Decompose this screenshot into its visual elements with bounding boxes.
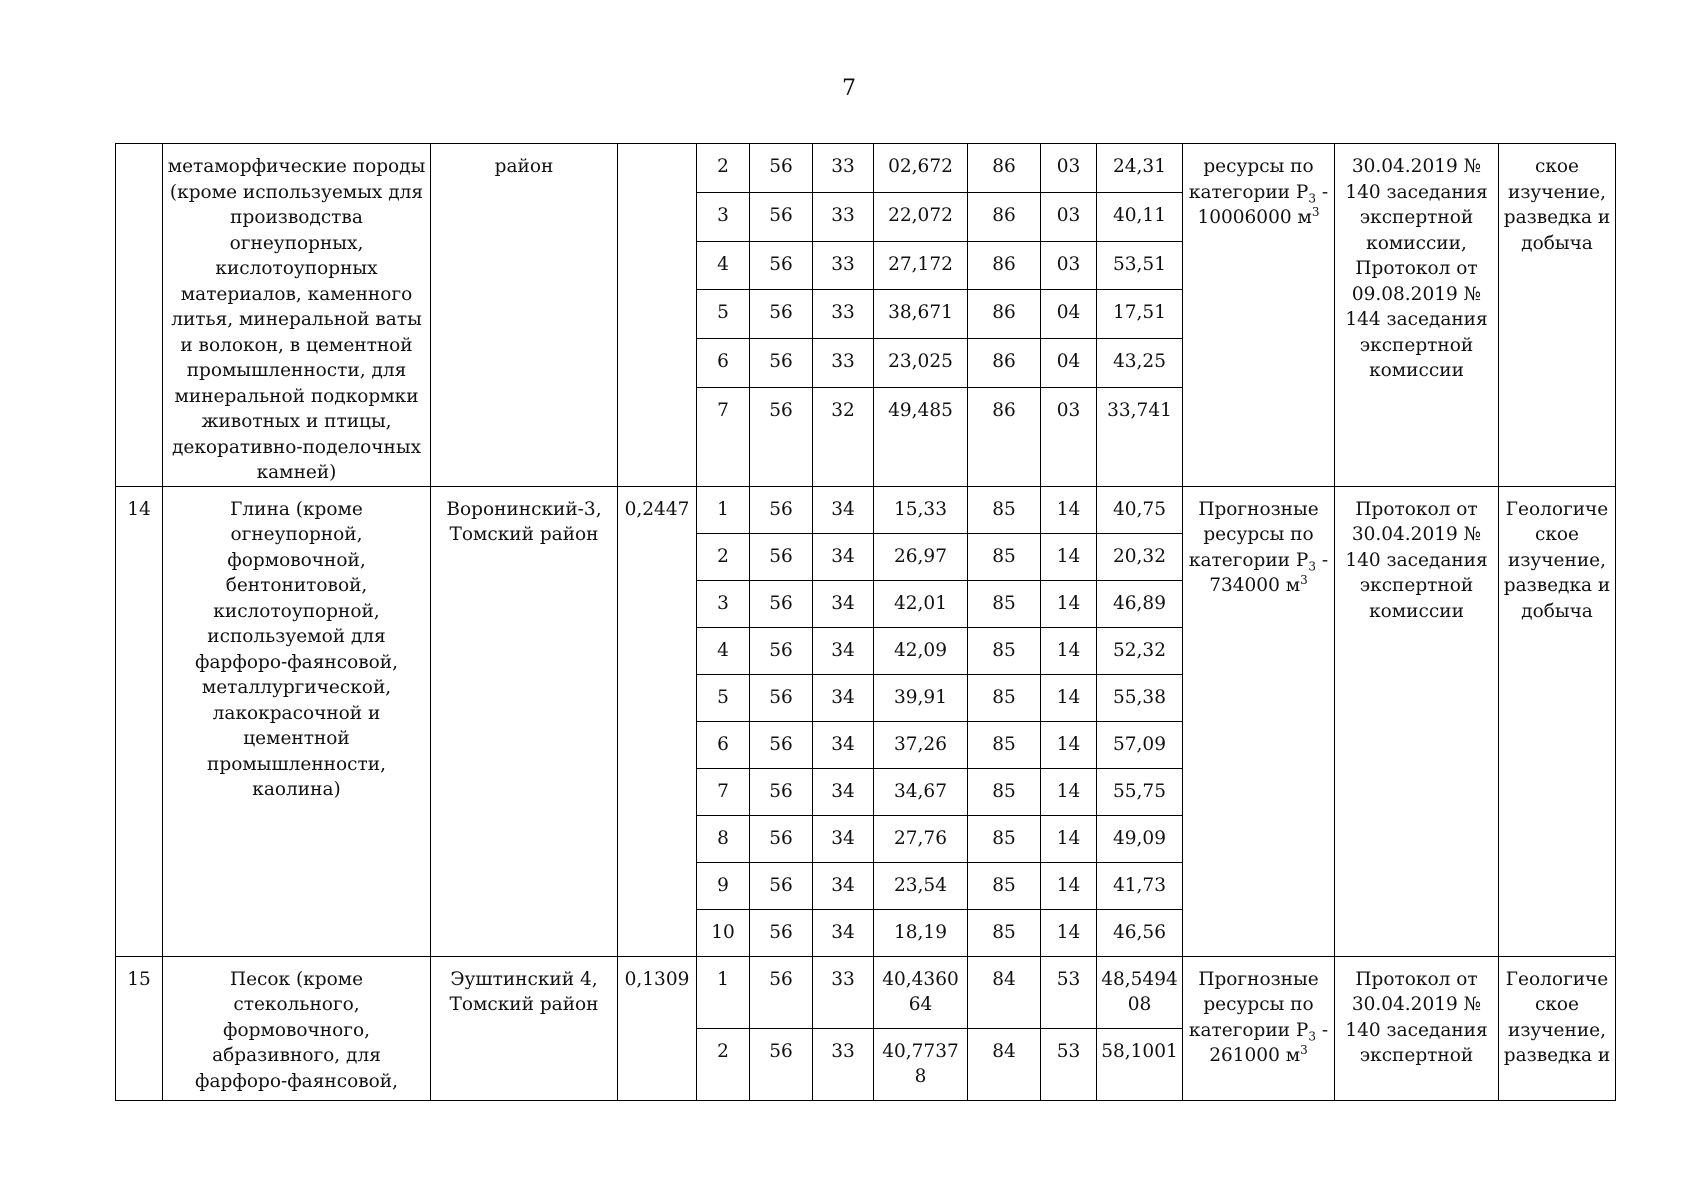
latitude-minutes-cell: 34 xyxy=(813,815,874,862)
longitude-seconds-cell: 43,25 xyxy=(1097,339,1183,388)
longitude-seconds-cell: 55,38 xyxy=(1097,674,1183,721)
resources-text-sup: 3 xyxy=(1300,1042,1308,1057)
latitude-degrees-cell: 56 xyxy=(750,144,813,193)
longitude-seconds-cell: 20,32 xyxy=(1097,533,1183,580)
latitude-minutes-cell: 34 xyxy=(813,674,874,721)
longitude-degrees-cell: 86 xyxy=(968,144,1041,193)
deposits-table xyxy=(115,143,1616,1101)
resources-cell xyxy=(1183,144,1335,487)
latitude-seconds-cell: 39,91 xyxy=(874,674,968,721)
longitude-degrees-cell: 85 xyxy=(968,486,1041,533)
latitude-minutes-cell: 34 xyxy=(813,862,874,909)
page-number: 7 xyxy=(842,76,856,101)
longitude-degrees-cell: 85 xyxy=(968,627,1041,674)
latitude-seconds-cell: 49,485 xyxy=(874,387,968,486)
point-number-cell: 7 xyxy=(697,768,750,815)
area-cell: 0,1309 xyxy=(618,956,697,1100)
longitude-degrees-cell: 84 xyxy=(968,1028,1041,1100)
longitude-seconds-cell: 46,56 xyxy=(1097,909,1183,956)
longitude-seconds-cell: 46,89 xyxy=(1097,580,1183,627)
resources-text-post: - 734000 м xyxy=(1209,549,1329,596)
longitude-minutes-cell: 53 xyxy=(1041,1028,1097,1100)
latitude-minutes-cell: 34 xyxy=(813,909,874,956)
point-number-cell: 2 xyxy=(697,533,750,580)
latitude-seconds-cell: 27,172 xyxy=(874,241,968,290)
point-number-cell: 9 xyxy=(697,862,750,909)
latitude-minutes-cell: 34 xyxy=(813,627,874,674)
longitude-seconds-cell: 40,75 xyxy=(1097,486,1183,533)
latitude-degrees-cell: 56 xyxy=(750,768,813,815)
point-number-cell: 3 xyxy=(697,580,750,627)
purpose-cell: ское изучение, разведка и добыча xyxy=(1499,144,1616,487)
latitude-minutes-cell: 34 xyxy=(813,580,874,627)
resources-text-sub: 3 xyxy=(1308,191,1316,206)
longitude-degrees-cell: 85 xyxy=(968,721,1041,768)
latitude-degrees-cell: 56 xyxy=(750,241,813,290)
latitude-minutes-cell: 34 xyxy=(813,486,874,533)
point-number-cell: 2 xyxy=(697,144,750,193)
longitude-minutes-cell: 14 xyxy=(1041,627,1097,674)
purpose-cell: Геологиче ское изучение, разведка и добыча xyxy=(1499,486,1616,956)
point-number-cell: 8 xyxy=(697,815,750,862)
longitude-seconds-cell: 40,11 xyxy=(1097,192,1183,241)
longitude-minutes-cell: 14 xyxy=(1041,486,1097,533)
resources-text-post: - 261000 м xyxy=(1209,1019,1329,1066)
latitude-seconds-cell: 42,01 xyxy=(874,580,968,627)
latitude-degrees-cell: 56 xyxy=(750,721,813,768)
longitude-degrees-cell: 85 xyxy=(968,768,1041,815)
latitude-seconds-cell: 37,26 xyxy=(874,721,968,768)
mineral-name-cell: метаморфические породы (кроме используемых для производства огнеупорных, кислотоупорных материалов, каменного литья, минеральной ваты и волокон, в цементной промышленности, для минеральной подкормки животных и птицы, декоративно-поделочных камней) xyxy=(163,144,431,487)
latitude-minutes-cell: 33 xyxy=(813,1028,874,1100)
latitude-degrees-cell: 56 xyxy=(750,627,813,674)
latitude-seconds-cell: 02,672 xyxy=(874,144,968,193)
latitude-minutes-cell: 33 xyxy=(813,956,874,1028)
resources-text-pre: Прогнозные ресурсы по категории Р xyxy=(1188,968,1319,1041)
area-cell xyxy=(618,144,697,487)
location-cell: Воронинский-3, Томский район xyxy=(431,486,618,956)
latitude-minutes-cell: 33 xyxy=(813,290,874,339)
longitude-minutes-cell: 03 xyxy=(1041,192,1097,241)
latitude-minutes-cell: 34 xyxy=(813,768,874,815)
latitude-degrees-cell: 56 xyxy=(750,815,813,862)
longitude-minutes-cell: 14 xyxy=(1041,580,1097,627)
latitude-degrees-cell: 56 xyxy=(750,862,813,909)
longitude-minutes-cell: 53 xyxy=(1041,956,1097,1028)
point-number-cell: 7 xyxy=(697,387,750,486)
longitude-seconds-cell: 24,31 xyxy=(1097,144,1183,193)
point-number-cell: 4 xyxy=(697,627,750,674)
latitude-seconds-cell: 42,09 xyxy=(874,627,968,674)
longitude-seconds-cell: 55,75 xyxy=(1097,768,1183,815)
latitude-minutes-cell: 33 xyxy=(813,339,874,388)
longitude-minutes-cell: 04 xyxy=(1041,339,1097,388)
row-number-cell xyxy=(116,144,163,487)
resources-cell xyxy=(1183,956,1335,1100)
location-cell: Эуштинский 4, Томский район xyxy=(431,956,618,1100)
latitude-degrees-cell: 56 xyxy=(750,339,813,388)
longitude-seconds-cell: 58,1001 xyxy=(1097,1028,1183,1100)
longitude-minutes-cell: 14 xyxy=(1041,815,1097,862)
latitude-seconds-cell: 15,33 xyxy=(874,486,968,533)
latitude-degrees-cell: 56 xyxy=(750,192,813,241)
protocol-cell: Протокол от 30.04.2019 № 140 заседания экспертной xyxy=(1335,956,1499,1100)
point-number-cell: 5 xyxy=(697,674,750,721)
resources-text-sub: 3 xyxy=(1308,1029,1316,1044)
point-number-cell: 5 xyxy=(697,290,750,339)
latitude-degrees-cell: 56 xyxy=(750,1028,813,1100)
longitude-seconds-cell: 48,5494 08 xyxy=(1097,956,1183,1028)
table-body xyxy=(116,144,1616,1101)
resources-cell xyxy=(1183,486,1335,956)
longitude-degrees-cell: 85 xyxy=(968,862,1041,909)
latitude-degrees-cell: 56 xyxy=(750,580,813,627)
latitude-degrees-cell: 56 xyxy=(750,533,813,580)
longitude-degrees-cell: 85 xyxy=(968,674,1041,721)
longitude-degrees-cell: 85 xyxy=(968,909,1041,956)
resources-text-sup: 3 xyxy=(1311,204,1320,219)
protocol-cell: 30.04.2019 № 140 заседания экспертной комиссии, Протокол от 09.08.2019 № 144 заседания экспертной комиссии xyxy=(1335,144,1499,487)
longitude-seconds-cell: 49,09 xyxy=(1097,815,1183,862)
latitude-degrees-cell: 56 xyxy=(750,387,813,486)
longitude-seconds-cell: 17,51 xyxy=(1097,290,1183,339)
longitude-degrees-cell: 85 xyxy=(968,533,1041,580)
latitude-seconds-cell: 27,76 xyxy=(874,815,968,862)
latitude-seconds-cell: 23,54 xyxy=(874,862,968,909)
latitude-seconds-cell: 18,19 xyxy=(874,909,968,956)
latitude-minutes-cell: 34 xyxy=(813,721,874,768)
point-number-cell: 6 xyxy=(697,339,750,388)
row-number-cell: 15 xyxy=(116,956,163,1100)
location-cell: район xyxy=(431,144,618,487)
point-number-cell: 1 xyxy=(697,956,750,1028)
latitude-seconds-cell: 34,67 xyxy=(874,768,968,815)
point-number-cell: 10 xyxy=(697,909,750,956)
row-number-cell: 14 xyxy=(116,486,163,956)
longitude-degrees-cell: 86 xyxy=(968,241,1041,290)
latitude-degrees-cell: 56 xyxy=(750,674,813,721)
longitude-seconds-cell: 41,73 xyxy=(1097,862,1183,909)
longitude-seconds-cell: 57,09 xyxy=(1097,721,1183,768)
latitude-minutes-cell: 33 xyxy=(813,192,874,241)
point-number-cell: 2 xyxy=(697,1028,750,1100)
longitude-degrees-cell: 85 xyxy=(968,580,1041,627)
longitude-degrees-cell: 86 xyxy=(968,290,1041,339)
longitude-degrees-cell: 84 xyxy=(968,956,1041,1028)
latitude-degrees-cell: 56 xyxy=(750,486,813,533)
longitude-minutes-cell: 14 xyxy=(1041,533,1097,580)
longitude-seconds-cell: 53,51 xyxy=(1097,241,1183,290)
latitude-seconds-cell: 40,7737 8 xyxy=(874,1028,968,1100)
latitude-seconds-cell: 38,671 xyxy=(874,290,968,339)
latitude-seconds-cell: 22,072 xyxy=(874,192,968,241)
longitude-minutes-cell: 03 xyxy=(1041,241,1097,290)
longitude-seconds-cell: 52,32 xyxy=(1097,627,1183,674)
resources-text-pre: Прогнозные ресурсы по категории Р xyxy=(1188,498,1319,571)
longitude-minutes-cell: 14 xyxy=(1041,909,1097,956)
longitude-seconds-cell: 33,741 xyxy=(1097,387,1183,486)
mineral-name-cell: Песок (кроме стекольного, формовочного, абразивного, для фарфоро-фаянсовой, xyxy=(163,956,431,1100)
resources-text-sub: 3 xyxy=(1308,559,1316,574)
longitude-degrees-cell: 86 xyxy=(968,339,1041,388)
resources-text-post: - 10006000 м xyxy=(1197,181,1329,228)
protocol-cell: Протокол от 30.04.2019 № 140 заседания экспертной комиссии xyxy=(1335,486,1499,956)
latitude-seconds-cell: 40,4360 64 xyxy=(874,956,968,1028)
mineral-name-cell: Глина (кроме огнеупорной, формовочной, бентонитовой, кислотоупорной, используемой для фарфоро-фаянсовой, металлургической, лакокрасочной и цементной промышленности, каолина) xyxy=(163,486,431,956)
longitude-minutes-cell: 14 xyxy=(1041,721,1097,768)
latitude-minutes-cell: 33 xyxy=(813,144,874,193)
longitude-minutes-cell: 03 xyxy=(1041,144,1097,193)
longitude-minutes-cell: 03 xyxy=(1041,387,1097,486)
latitude-seconds-cell: 23,025 xyxy=(874,339,968,388)
table-row xyxy=(116,144,1616,193)
purpose-cell: Геологиче ское изучение, разведка и xyxy=(1499,956,1616,1100)
longitude-minutes-cell: 14 xyxy=(1041,768,1097,815)
latitude-degrees-cell: 56 xyxy=(750,956,813,1028)
table-row xyxy=(116,486,1616,533)
longitude-minutes-cell: 14 xyxy=(1041,674,1097,721)
point-number-cell: 3 xyxy=(697,192,750,241)
latitude-minutes-cell: 32 xyxy=(813,387,874,486)
longitude-degrees-cell: 85 xyxy=(968,815,1041,862)
longitude-minutes-cell: 04 xyxy=(1041,290,1097,339)
table-row xyxy=(116,956,1616,1028)
latitude-seconds-cell: 26,97 xyxy=(874,533,968,580)
point-number-cell: 1 xyxy=(697,486,750,533)
longitude-minutes-cell: 14 xyxy=(1041,862,1097,909)
latitude-degrees-cell: 56 xyxy=(750,290,813,339)
area-cell: 0,2447 xyxy=(618,486,697,956)
latitude-degrees-cell: 56 xyxy=(750,909,813,956)
latitude-minutes-cell: 33 xyxy=(813,241,874,290)
longitude-degrees-cell: 86 xyxy=(968,387,1041,486)
resources-text-pre: ресурсы по категории Р xyxy=(1188,156,1314,203)
resources-text-sup: 3 xyxy=(1300,572,1308,587)
longitude-degrees-cell: 86 xyxy=(968,192,1041,241)
point-number-cell: 6 xyxy=(697,721,750,768)
latitude-minutes-cell: 34 xyxy=(813,533,874,580)
point-number-cell: 4 xyxy=(697,241,750,290)
